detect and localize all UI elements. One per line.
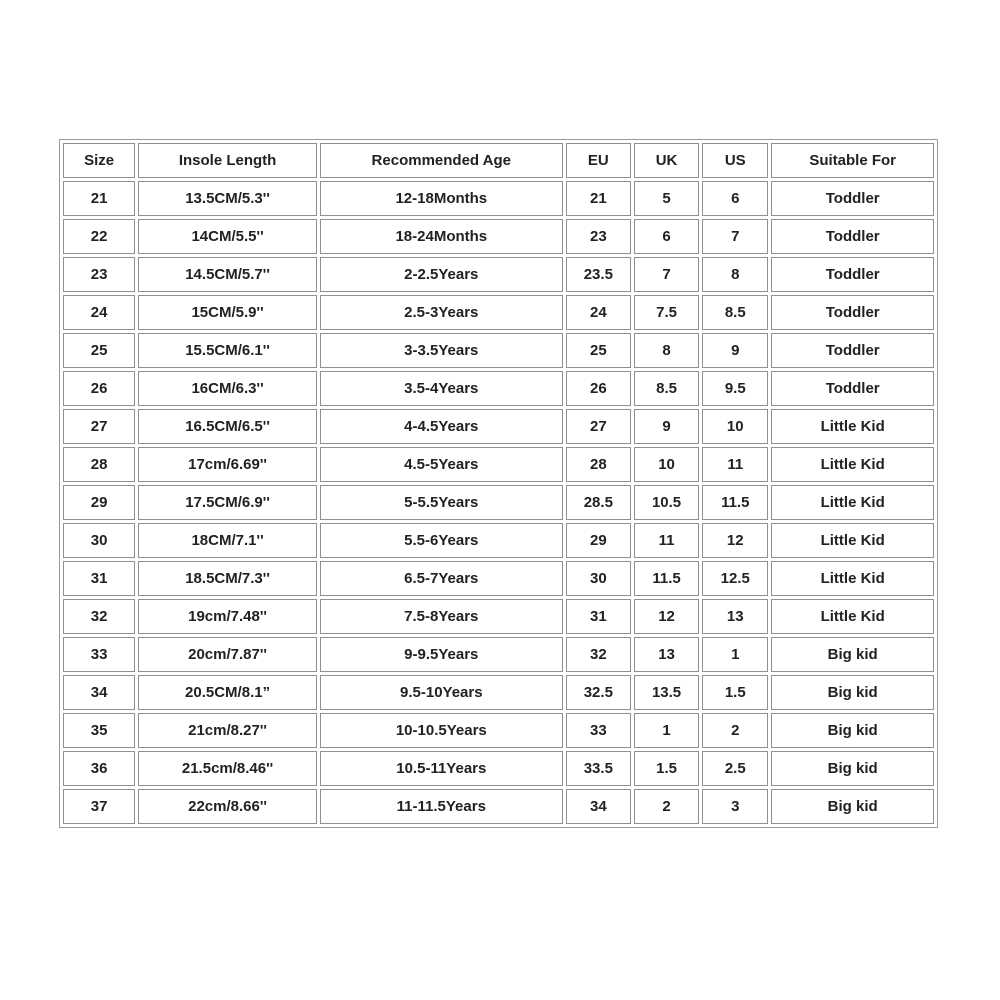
table-row (63, 409, 934, 444)
cell-uk: 6 (634, 219, 699, 254)
cell-insole-length: 17.5CM/6.9'' (138, 485, 317, 520)
cell-suitable-for: Toddler (771, 181, 934, 216)
table-row (63, 637, 934, 672)
cell-insole-length: 16.5CM/6.5'' (138, 409, 317, 444)
cell-suitable-for: Big kid (771, 789, 934, 824)
cell-insole-length: 14.5CM/5.7'' (138, 257, 317, 292)
cell-size: 21 (63, 181, 135, 216)
cell-size: 27 (63, 409, 135, 444)
cell-recommended-age: 2-2.5Years (320, 257, 563, 292)
cell-suitable-for: Little Kid (771, 485, 934, 520)
cell-size: 24 (63, 295, 135, 330)
cell-insole-length: 18CM/7.1'' (138, 523, 317, 558)
cell-uk: 8.5 (634, 371, 699, 406)
cell-eu: 26 (566, 371, 631, 406)
cell-us: 8.5 (702, 295, 768, 330)
cell-uk: 2 (634, 789, 699, 824)
cell-us: 12 (702, 523, 768, 558)
table-row (63, 485, 934, 520)
header-recommended-age: Recommended Age (320, 143, 563, 178)
cell-size: 26 (63, 371, 135, 406)
cell-us: 6 (702, 181, 768, 216)
table-row (63, 257, 934, 292)
cell-size: 36 (63, 751, 135, 786)
cell-size: 34 (63, 675, 135, 710)
cell-suitable-for: Toddler (771, 219, 934, 254)
size-table (60, 140, 937, 827)
cell-suitable-for: Toddler (771, 333, 934, 368)
cell-size: 35 (63, 713, 135, 748)
cell-eu: 34 (566, 789, 631, 824)
cell-size: 33 (63, 637, 135, 672)
cell-eu: 31 (566, 599, 631, 634)
cell-uk: 5 (634, 181, 699, 216)
cell-uk: 1.5 (634, 751, 699, 786)
cell-us: 2.5 (702, 751, 768, 786)
cell-eu: 23 (566, 219, 631, 254)
cell-eu: 33.5 (566, 751, 631, 786)
cell-uk: 9 (634, 409, 699, 444)
cell-us: 2 (702, 713, 768, 748)
cell-uk: 8 (634, 333, 699, 368)
cell-size: 23 (63, 257, 135, 292)
cell-eu: 25 (566, 333, 631, 368)
header-uk: UK (634, 143, 699, 178)
cell-us: 3 (702, 789, 768, 824)
cell-suitable-for: Toddler (771, 295, 934, 330)
cell-insole-length: 21cm/8.27'' (138, 713, 317, 748)
cell-uk: 12 (634, 599, 699, 634)
cell-eu: 28.5 (566, 485, 631, 520)
cell-eu: 28 (566, 447, 631, 482)
cell-recommended-age: 5.5-6Years (320, 523, 563, 558)
header-insole-length: Insole Length (138, 143, 317, 178)
table-row (63, 333, 934, 368)
table-row (63, 713, 934, 748)
cell-insole-length: 16CM/6.3'' (138, 371, 317, 406)
cell-size: 32 (63, 599, 135, 634)
cell-recommended-age: 6.5-7Years (320, 561, 563, 596)
table-row (63, 789, 934, 824)
cell-insole-length: 21.5cm/8.46'' (138, 751, 317, 786)
cell-recommended-age: 10.5-11Years (320, 751, 563, 786)
cell-size: 31 (63, 561, 135, 596)
table-row (63, 751, 934, 786)
cell-recommended-age: 5-5.5Years (320, 485, 563, 520)
cell-us: 1 (702, 637, 768, 672)
table-row (63, 599, 934, 634)
header-us: US (702, 143, 768, 178)
cell-recommended-age: 18-24Months (320, 219, 563, 254)
cell-uk: 10.5 (634, 485, 699, 520)
cell-insole-length: 15CM/5.9'' (138, 295, 317, 330)
cell-insole-length: 18.5CM/7.3'' (138, 561, 317, 596)
cell-us: 12.5 (702, 561, 768, 596)
cell-eu: 24 (566, 295, 631, 330)
cell-us: 11.5 (702, 485, 768, 520)
header-size: Size (63, 143, 135, 178)
cell-size: 29 (63, 485, 135, 520)
cell-uk: 11 (634, 523, 699, 558)
cell-eu: 33 (566, 713, 631, 748)
cell-us: 7 (702, 219, 768, 254)
cell-eu: 30 (566, 561, 631, 596)
cell-size: 22 (63, 219, 135, 254)
cell-insole-length: 14CM/5.5'' (138, 219, 317, 254)
cell-us: 1.5 (702, 675, 768, 710)
cell-recommended-age: 3.5-4Years (320, 371, 563, 406)
cell-recommended-age: 11-11.5Years (320, 789, 563, 824)
cell-suitable-for: Little Kid (771, 523, 934, 558)
table-row (63, 561, 934, 596)
cell-insole-length: 13.5CM/5.3'' (138, 181, 317, 216)
cell-eu: 21 (566, 181, 631, 216)
cell-suitable-for: Little Kid (771, 599, 934, 634)
cell-suitable-for: Little Kid (771, 561, 934, 596)
cell-uk: 13.5 (634, 675, 699, 710)
cell-recommended-age: 7.5-8Years (320, 599, 563, 634)
cell-eu: 32.5 (566, 675, 631, 710)
cell-suitable-for: Little Kid (771, 409, 934, 444)
cell-insole-length: 19cm/7.48'' (138, 599, 317, 634)
table-row (63, 675, 934, 710)
cell-suitable-for: Toddler (771, 257, 934, 292)
cell-eu: 23.5 (566, 257, 631, 292)
cell-suitable-for: Little Kid (771, 447, 934, 482)
cell-recommended-age: 3-3.5Years (320, 333, 563, 368)
cell-uk: 13 (634, 637, 699, 672)
table-row (63, 181, 934, 216)
cell-insole-length: 22cm/8.66'' (138, 789, 317, 824)
cell-insole-length: 20cm/7.87'' (138, 637, 317, 672)
cell-eu: 32 (566, 637, 631, 672)
cell-recommended-age: 9-9.5Years (320, 637, 563, 672)
table-row (63, 295, 934, 330)
cell-suitable-for: Toddler (771, 371, 934, 406)
cell-uk: 1 (634, 713, 699, 748)
cell-eu: 27 (566, 409, 631, 444)
cell-recommended-age: 2.5-3Years (320, 295, 563, 330)
cell-us: 8 (702, 257, 768, 292)
cell-uk: 11.5 (634, 561, 699, 596)
cell-suitable-for: Big kid (771, 751, 934, 786)
cell-eu: 29 (566, 523, 631, 558)
cell-size: 37 (63, 789, 135, 824)
cell-us: 9 (702, 333, 768, 368)
cell-insole-length: 20.5CM/8.1” (138, 675, 317, 710)
cell-insole-length: 15.5CM/6.1'' (138, 333, 317, 368)
cell-size: 30 (63, 523, 135, 558)
cell-recommended-age: 10-10.5Years (320, 713, 563, 748)
cell-size: 28 (63, 447, 135, 482)
table-body (63, 181, 934, 824)
cell-recommended-age: 12-18Months (320, 181, 563, 216)
cell-uk: 7 (634, 257, 699, 292)
cell-size: 25 (63, 333, 135, 368)
cell-us: 10 (702, 409, 768, 444)
cell-suitable-for: Big kid (771, 713, 934, 748)
table-row (63, 523, 934, 558)
cell-insole-length: 17cm/6.69'' (138, 447, 317, 482)
cell-us: 11 (702, 447, 768, 482)
cell-us: 13 (702, 599, 768, 634)
cell-uk: 7.5 (634, 295, 699, 330)
table-row (63, 371, 934, 406)
table-row (63, 447, 934, 482)
table-row (63, 219, 934, 254)
cell-suitable-for: Big kid (771, 637, 934, 672)
header-eu: EU (566, 143, 631, 178)
header-row (63, 143, 934, 178)
cell-suitable-for: Big kid (771, 675, 934, 710)
cell-recommended-age: 4.5-5Years (320, 447, 563, 482)
size-chart (59, 139, 938, 828)
cell-uk: 10 (634, 447, 699, 482)
header-suitable-for: Suitable For (771, 143, 934, 178)
cell-recommended-age: 4-4.5Years (320, 409, 563, 444)
cell-recommended-age: 9.5-10Years (320, 675, 563, 710)
cell-us: 9.5 (702, 371, 768, 406)
